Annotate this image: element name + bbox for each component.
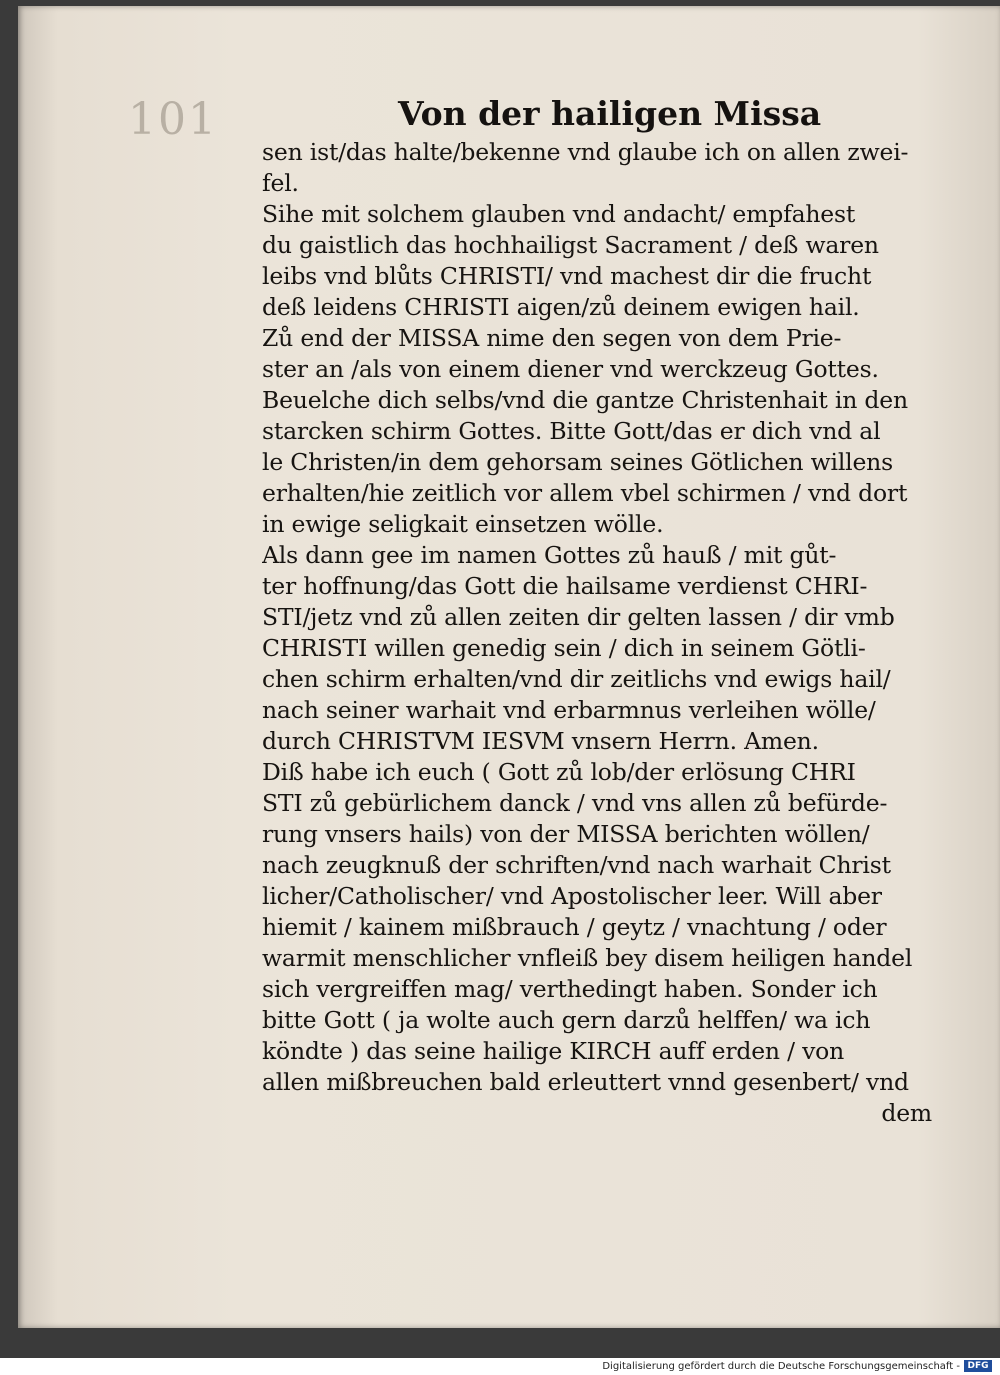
text-line: sen ist/das halte/bekenne vnd glaube ich on allen zwei-	[262, 138, 909, 166]
text-line: erhalten/hie zeitlich vor allem vbel schirmen / vnd dort	[262, 479, 908, 507]
text-line: köndte ) das seine hailige KIRCH auff erden / von	[262, 1037, 845, 1065]
text-line: in ewige seligkait einsetzen wölle.	[262, 510, 664, 538]
text-line: rung vnsers hails) von der MISSA berichten wöllen/	[262, 820, 870, 848]
text-line: du gaistlich das hochhailigst Sacrament / deß waren	[262, 231, 879, 259]
text-line: CHRISTI willen genedig sein / dich in seinem Götli-	[262, 634, 866, 662]
running-head: Von der hailigen Missa	[398, 94, 822, 133]
text-line: fel.	[262, 169, 299, 197]
text-line: durch CHRISTVM IESVM vnsern Herrn. Amen.	[262, 727, 819, 755]
text-line: le Christen/in dem gehorsam seines Götlichen willens	[262, 448, 893, 476]
text-line: dem	[881, 1099, 932, 1127]
dfg-credit-text: Digitalisierung gefördert durch die Deutsche Forschungsgemeinschaft -	[602, 1361, 960, 1372]
text-line: allen mißbreuchen bald erleuttert vnnd gesenbert/ vnd	[262, 1068, 909, 1096]
text-line: Diß habe ich euch ( Gott zů lob/der erlösung CHRI	[262, 758, 856, 786]
text-line: STI/jetz vnd zů allen zeiten dir gelten lassen / dir vmb	[262, 603, 895, 631]
text-line: starcken schirm Gottes. Bitte Gott/das er dich vnd al	[262, 417, 881, 445]
text-line: nach seiner warhait vnd erbarmnus verleihen wölle/	[262, 696, 876, 724]
text-line: warmit menschlicher vnfleiß bey disem heiligen handel	[262, 944, 913, 972]
text-line: Als dann gee im namen Gottes zů hauß / mit gůt-	[262, 541, 837, 569]
text-line: sich vergreiffen mag/ verthedingt haben. Sonder ich	[262, 975, 878, 1003]
text-line: ter hoffnung/das Gott die hailsame verdienst CHRI-	[262, 572, 868, 600]
text-line: chen schirm erhalten/vnd dir zeitlichs vnd ewigs hail/	[262, 665, 891, 693]
page-number: 101	[128, 94, 218, 145]
text-line: ster an /als von einem diener vnd werckzeug Gottes.	[262, 355, 879, 383]
text-line: Zů end der MISSA nime den segen von dem Prie-	[262, 324, 842, 352]
text-line: hiemit / kainem mißbrauch / geytz / vnachtung / oder	[262, 913, 887, 941]
body-text	[262, 137, 942, 1129]
text-line: Beuelche dich selbs/vnd die gantze Christenhait in den	[262, 386, 908, 414]
text-line: Sihe mit solchem glauben vnd andacht/ empfahest	[262, 200, 856, 228]
text-line: STI zů gebürlichem danck / vnd vns allen zů befürde-	[262, 789, 888, 817]
text-line: nach zeugknuß der schriften/vnd nach warhait Christ	[262, 851, 891, 879]
text-line: deß leidens CHRISTI aigen/zů deinem ewigen hail.	[262, 293, 860, 321]
text-line: leibs vnd blůts CHRISTI/ vnd machest dir die frucht	[262, 262, 872, 290]
text-line: licher/Catholischer/ vnd Apostolischer leer. Will aber	[262, 882, 882, 910]
dfg-logo: DFG	[964, 1360, 992, 1372]
text-line: bitte Gott ( ja wolte auch gern darzů helffen/ wa ich	[262, 1006, 871, 1034]
